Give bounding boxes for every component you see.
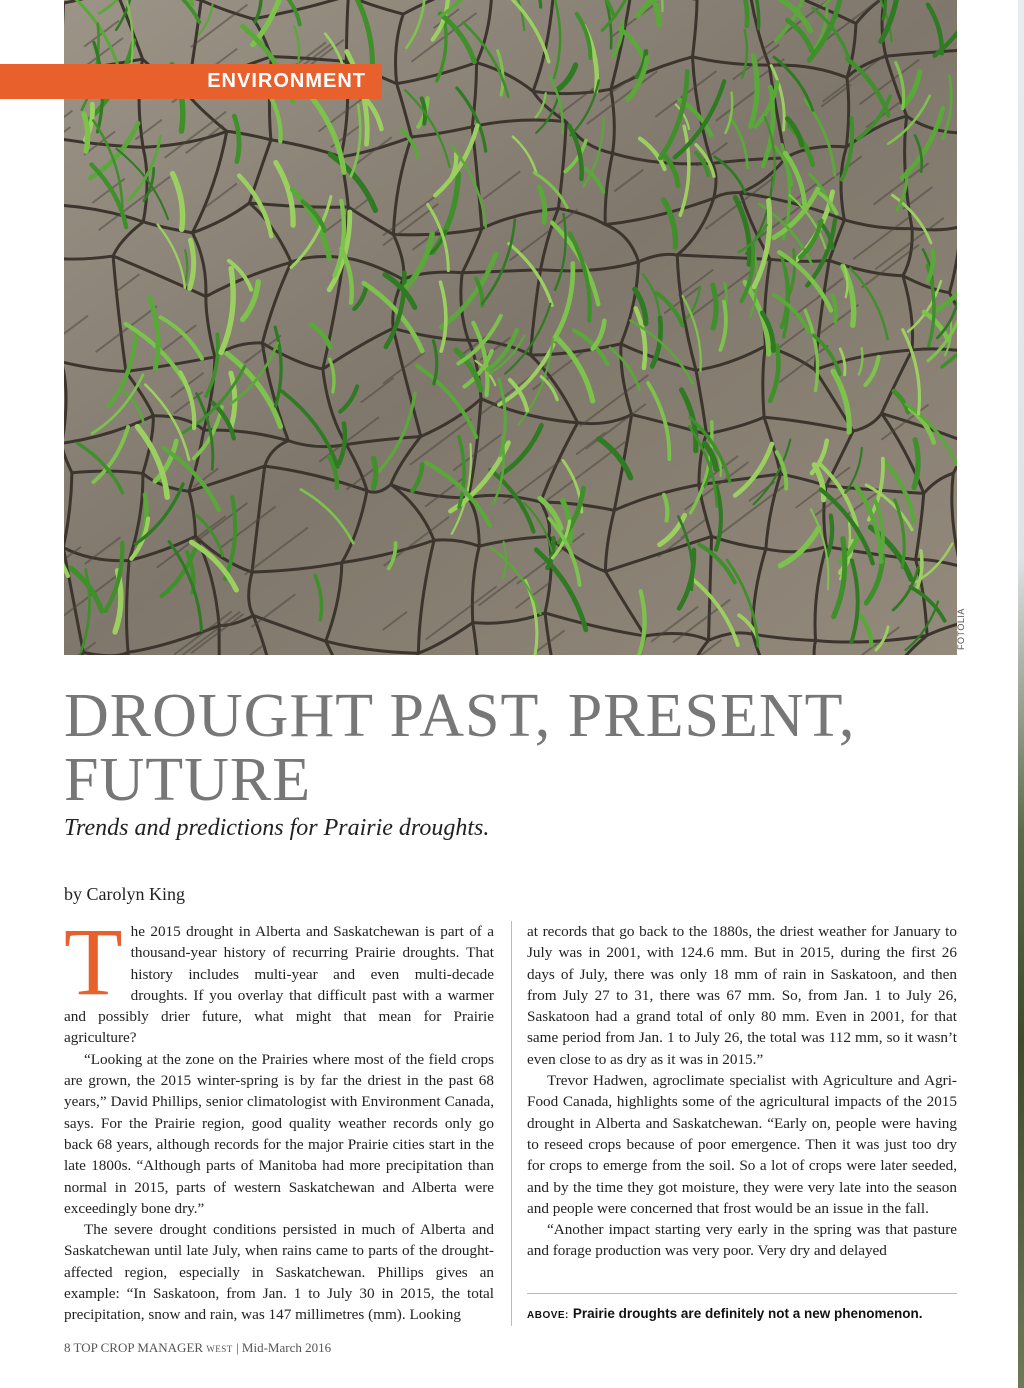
caption-text: Prairie droughts are definitely not a new phenomenon. (572, 1306, 923, 1321)
article-byline: by Carolyn King (64, 884, 185, 904)
page-footer (64, 1340, 331, 1356)
page-number: 8 (64, 1340, 71, 1355)
article-title: DROUGHT PAST, PRESENT, FUTURE (64, 682, 856, 814)
photo-caption (527, 1306, 957, 1321)
paragraph-1 (64, 908, 494, 1049)
page-edge-strip (1018, 0, 1024, 1388)
section-label: ENVIRONMENT (0, 64, 382, 99)
drop-cap: T (64, 908, 123, 1015)
paragraph-6: “Another impact starting very early in the spring was that pasture and forage production was very poor. Very dry and delayed (527, 1221, 957, 1260)
paragraph-1-text: he 2015 drought in Alberta and Saskatchewan is part of a thousand-year history of recurring Prairie droughts. That history includes multi-year and even multi-decade droughts. If you overlay that difficult past with a warmer and possibly drier future, what might that mean for Prairie agriculture? (64, 923, 494, 1047)
magazine-name: TOP CROP MANAGER (73, 1340, 204, 1355)
magazine-edition: WEST (206, 1344, 233, 1354)
footer-separator: | (236, 1340, 239, 1355)
paragraph-3: The severe drought conditions persisted in much of Alberta and Saskatchewan until late July, when rains came to parts of the drought-affected region, especially in Saskatchewan. Phillips gives an example: “In Saskatoon, from Jan. 1 to July 30 in 2015, the total precipitation, snow and rain, was 147 millimetres (mm). Looking (64, 1221, 494, 1324)
issue-date: Mid-March 2016 (241, 1340, 332, 1355)
article-column-right (527, 921, 957, 1262)
caption-lead: ABOVE: (527, 1310, 569, 1321)
caption-rule (527, 1293, 957, 1294)
column-divider (511, 921, 512, 1326)
paragraph-2: “Looking at the zone on the Prairies where most of the field crops are grown, the 2015 winter-spring is by far the driest in the past 68 years,” David Phillips, senior climatologist with Environment Canada, says. For the Prairie region, good quality weather records only go back 68 years, although records for the major Prairie cities start in the late 1800s. “Although parts of Manitoba had more precipitation than normal in 2015, parts of western Saskatchewan and Alberta were exceedingly bone dry.” (64, 1050, 494, 1217)
paragraph-4: at records that go back to the 1880s, the driest weather for January to July was in 2001, with 124.6 mm. But in 2015, during the first 26 days of July, there was only 18 mm of rain in Saskatoon, and then from July 27 to 31, there was 67 mm. So, from Jan. 1 to July 26, Saskatoon had a grand total of only 80 mm. Even in 2001, for that same period from Jan. 1 to July 26, the total was 112 mm, so it wasn’t even close to as dry as it was in 2015.” (527, 923, 957, 1068)
article-deck: Trends and predictions for Prairie droughts. (64, 815, 490, 841)
paragraph-5: Trevor Hadwen, agroclimate specialist with Agriculture and Agri-Food Canada, highlights some of the agricultural impacts of the 2015 drought in Alberta and Saskatchewan. “Early on, people were having to reseed crops because of poor emergence. Then it was just too dry for crops to emerge from the soil. So a lot of crops were later seeded, and by the time they got moisture, they were very late into the season and people were concerned that frost would be an issue in the fall. (527, 1072, 957, 1217)
article-column-left (64, 908, 494, 1326)
photo-credit: FOTOLIA (956, 608, 966, 650)
